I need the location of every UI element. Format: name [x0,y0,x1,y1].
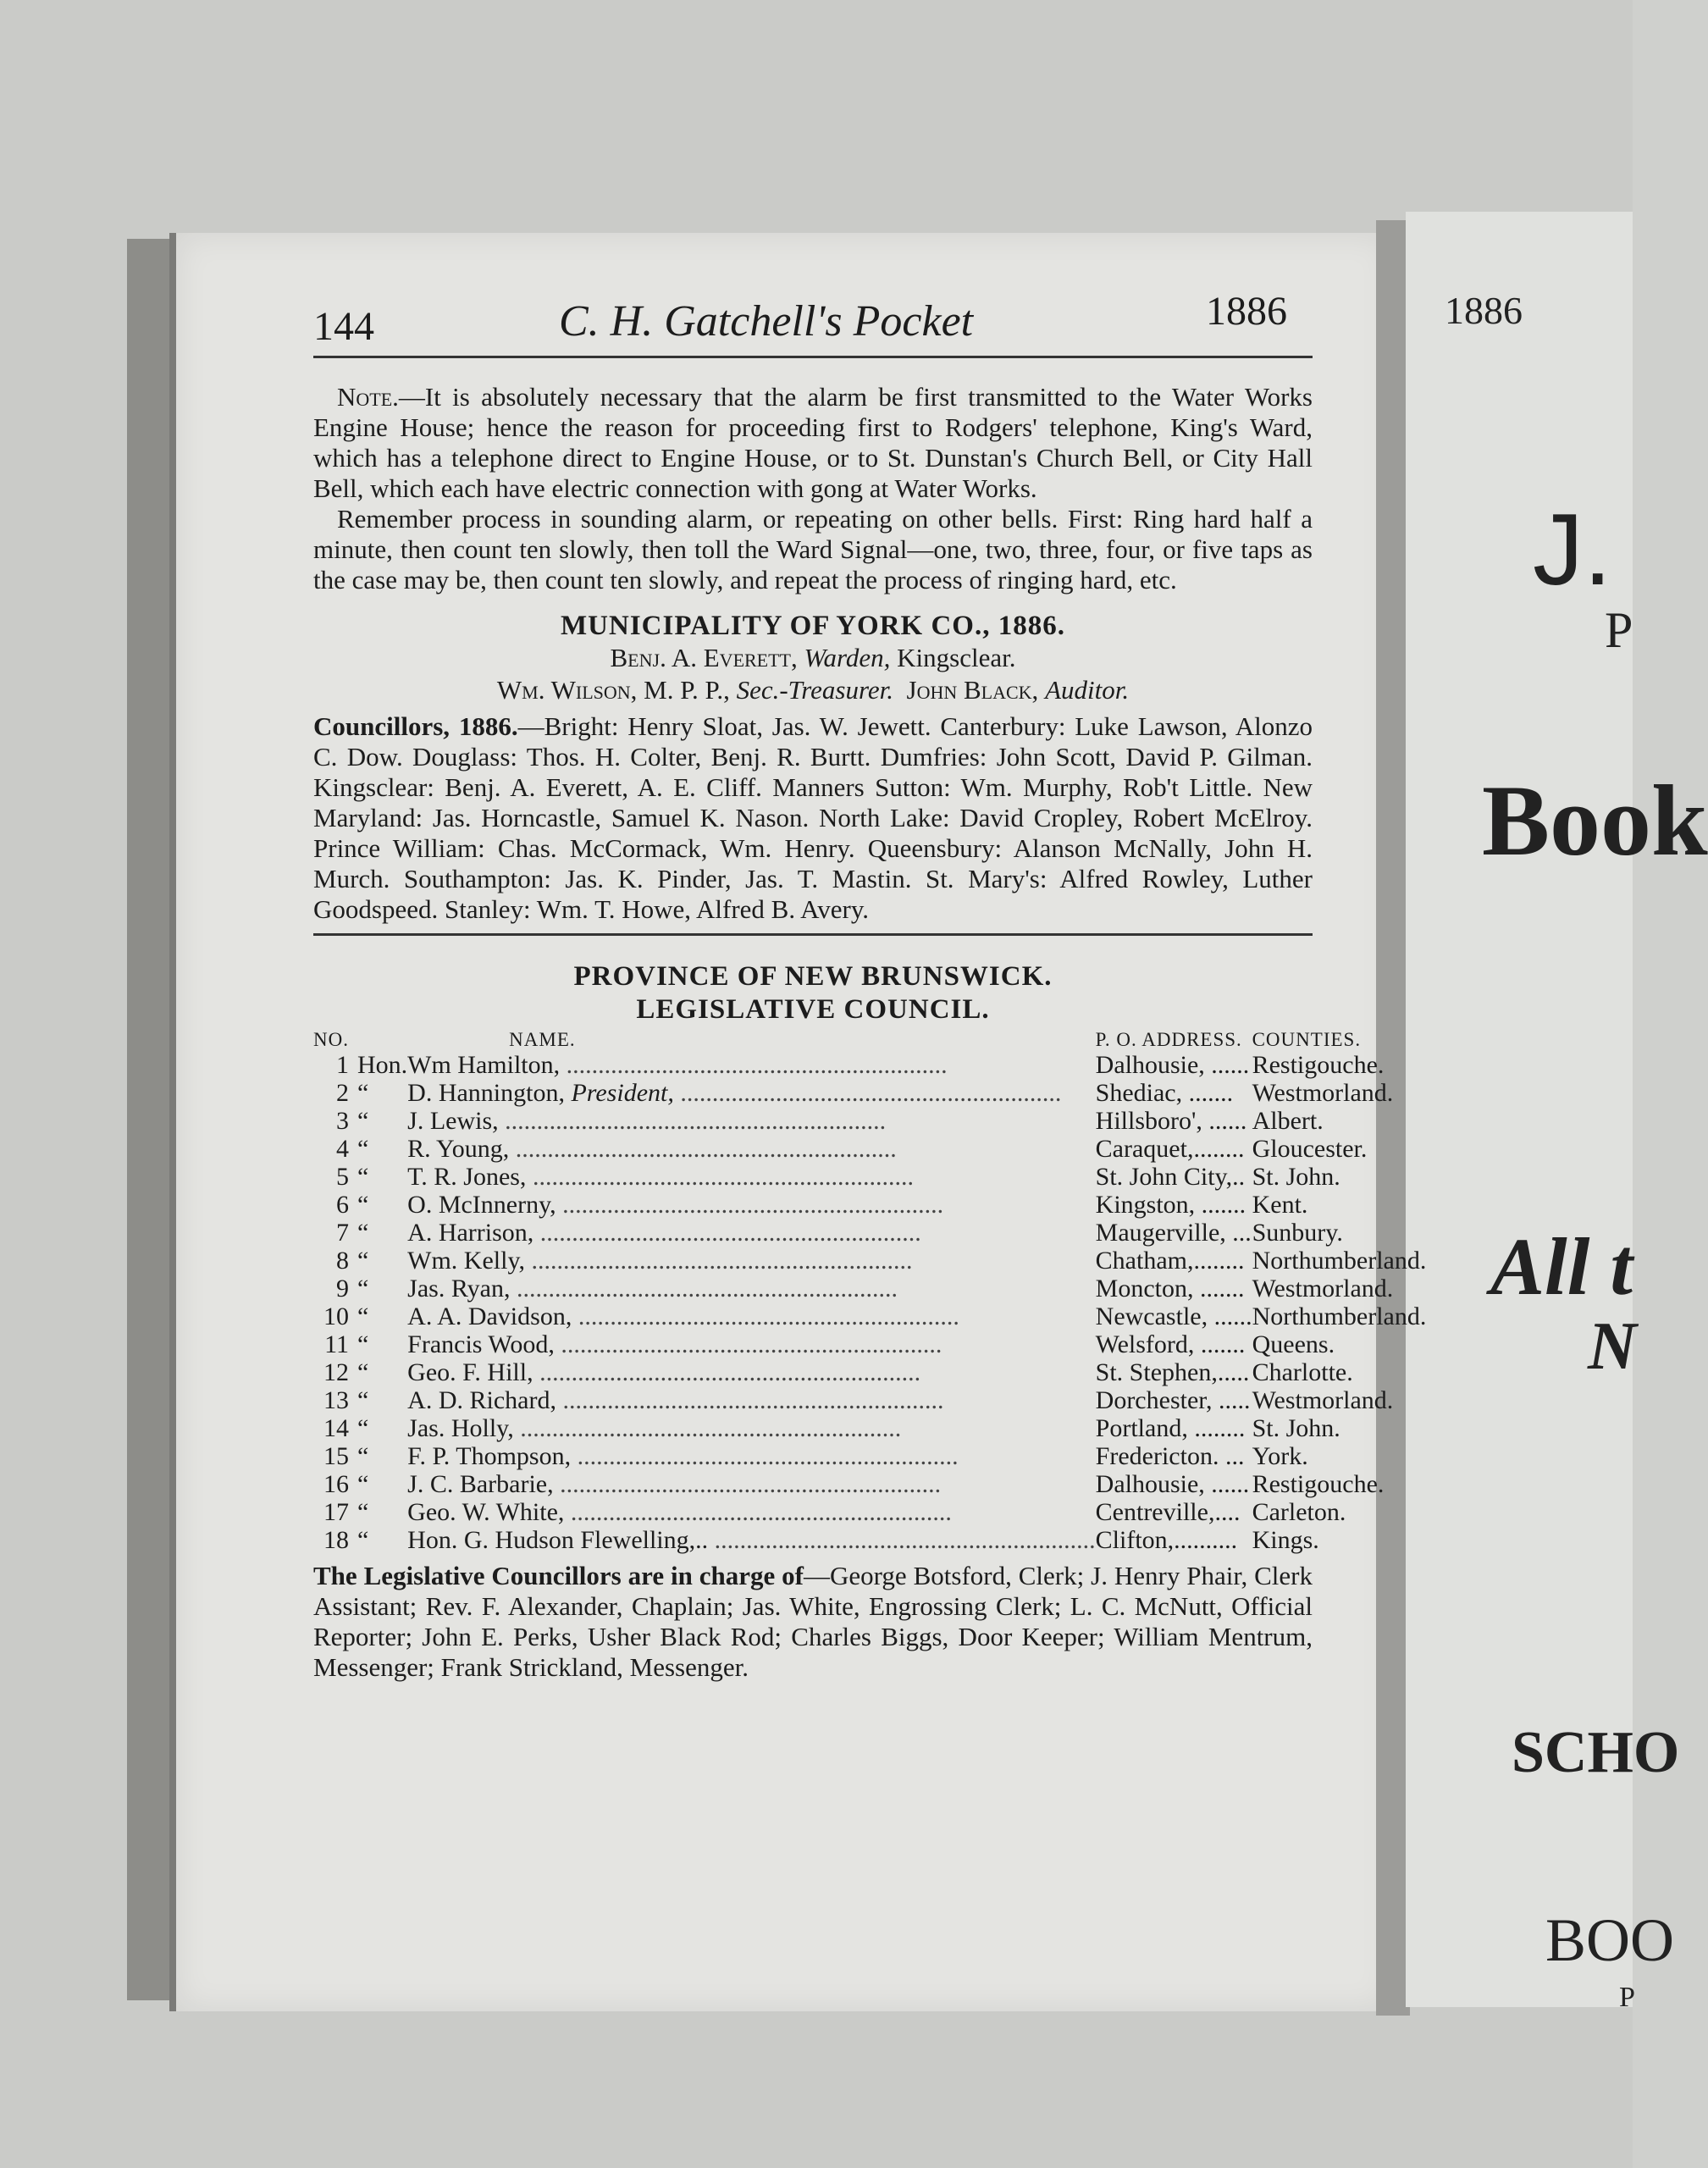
member-county: Albert. [1252,1107,1324,1135]
member-name-text: Geo. W. White, [407,1498,565,1526]
member-name [407,1526,1096,1554]
member-prefix: “ [357,1163,369,1191]
member-name-text: D. Hannington, [407,1079,565,1107]
leader-dots: ............................................................ [513,1414,902,1442]
member-prefix: “ [357,1358,369,1386]
member-name-text: T. R. Jones, [407,1163,527,1191]
member-name-text: A. Harrison, [407,1219,534,1247]
member-prefix: “ [357,1526,369,1554]
leader-dots: ............................................................ [510,1275,898,1302]
member-name [407,1191,1096,1219]
col-header-county: COUNTIES. [1252,1029,1362,1050]
member-address: Centreville,.... [1095,1498,1241,1526]
page-content [313,279,1427,1683]
member-prefix: “ [357,1386,369,1414]
leader-dots: ............................................................ [533,1219,921,1247]
leader-dots: ............................................................ [673,1079,1062,1107]
member-county: St. John. [1252,1414,1340,1442]
right-page-fragment: All t [1490,1221,1633,1312]
member-name [407,1219,1096,1247]
member-prefix: “ [357,1330,369,1358]
table-row [313,1442,1426,1470]
councillors-label: Councillors, 1886. [313,711,518,741]
member-name [407,1414,1096,1442]
officers-text: —George Botsford, Clerk; J. Henry Phair, Clerk Assistant; Rev. F. Alexander, Chaplain; Jas. White, Engrossing Clerk; L. C. McNutt, Official Reporter; John E. Perks, Usher Black Rod; Charles Biggs, Door Keeper; William Mentrum, Messenger; Frank Strickland, Messenger. [313,1561,1313,1682]
member-name [407,1330,1096,1358]
member-name-text: A. A. Davidson, [407,1302,572,1330]
member-address: Maugerville, ... [1095,1219,1252,1247]
member-number: 4 [335,1135,349,1163]
member-name [407,1079,1096,1107]
table-row [313,1302,1426,1330]
member-county: Gloucester. [1252,1135,1368,1163]
member-county: Queens. [1252,1330,1335,1358]
leader-dots: ............................................................ [560,1051,948,1079]
leader-dots: ............................................................ [525,1247,913,1275]
note-text-2: Remember process in sounding alarm, or repeating on other bells. First: Ring hard half a minute, then count ten slowly, then toll the Ward Signal—one, two, three, four, or five taps as the case may be, then count ten slowly, and repeat the process of ringing hard, etc. [313,504,1313,595]
member-county: Westmorland. [1252,1275,1394,1302]
member-prefix: “ [357,1079,369,1107]
member-number: 17 [323,1498,349,1526]
member-county: York. [1252,1442,1308,1470]
member-prefix: “ [357,1191,369,1219]
right-page-fragment: P [1605,602,1633,658]
member-name [407,1358,1096,1386]
leader-dots: ............................................................ [554,1330,942,1358]
leader-dots: ............................................................ [556,1191,944,1219]
table-row [313,1163,1426,1191]
municipality-title: MUNICIPALITY OF YORK CO., 1886. [561,611,1065,641]
member-county: Carleton. [1252,1498,1346,1526]
member-name-text: A. D. Richard, [407,1386,556,1414]
member-address: Hillsboro', ...... [1095,1107,1247,1135]
member-county: Restigouche. [1252,1470,1385,1498]
member-prefix: “ [357,1470,369,1498]
member-number: 5 [335,1163,349,1191]
legislative-council-table [313,1029,1426,1554]
leader-dots: ............................................................ [509,1135,897,1163]
member-name-text: Hon. G. Hudson Flewelling,.. [407,1526,709,1554]
member-number: 7 [335,1219,349,1247]
province-title: PROVINCE OF NEW BRUNSWICK. [573,961,1053,992]
member-name [407,1498,1096,1526]
member-name [407,1107,1096,1135]
member-prefix: “ [357,1414,369,1442]
member-prefix: “ [357,1219,369,1247]
table-row [313,1135,1426,1163]
running-title: C. H. Gatchell's Pocket [559,297,974,346]
member-county: Westmorland. [1252,1386,1394,1414]
member-county: Kings. [1252,1526,1319,1554]
member-address: Caraquet,........ [1095,1135,1245,1163]
right-page-fragment: Book [1482,764,1708,877]
member-prefix: “ [357,1275,369,1302]
council-title: LEGISLATIVE COUNCIL. [636,994,990,1025]
right-page-fragment: BOO [1545,1906,1675,1974]
table-header-row [313,1029,1426,1051]
table-row [313,1107,1426,1135]
col-header-address: P. O. ADDRESS. [1095,1029,1242,1050]
warden-name: Benj. A. Everett, [610,643,798,672]
member-prefix: “ [357,1442,369,1470]
member-role: President, [571,1079,674,1107]
leader-dots: ............................................................ [553,1470,942,1498]
member-prefix: Hon. [357,1051,408,1079]
member-address: Shediac, ....... [1095,1079,1234,1107]
member-address: Chatham,........ [1095,1247,1245,1275]
col-header-name: NAME. [509,1029,576,1050]
member-prefix: “ [357,1135,369,1163]
right-page-fragment: P [1619,1982,1635,2013]
member-number: 11 [324,1330,349,1358]
member-name-text: Jas. Ryan, [407,1275,511,1302]
member-county: Sunbury. [1252,1219,1343,1247]
member-prefix: “ [357,1247,369,1275]
leader-dots: ............................................................ [571,1442,959,1470]
member-number: 9 [335,1275,349,1302]
member-address: Welsford, ....... [1095,1330,1246,1358]
note-label: Note. [337,382,399,412]
member-address: St. John City,.. [1095,1163,1246,1191]
warden-role: Warden, [804,643,891,672]
member-number: 15 [323,1442,349,1470]
member-address: Dorchester, ..... [1095,1386,1251,1414]
leader-dots: ............................................................ [526,1163,914,1191]
member-number: 10 [323,1302,349,1330]
member-name-text: F. P. Thompson, [407,1442,572,1470]
leader-dots: ............................................................ [498,1107,887,1135]
table-row [313,1051,1426,1079]
member-name-text: Wm Hamilton, [407,1051,561,1079]
table-row [313,1079,1426,1107]
table-row [313,1526,1426,1554]
member-county: Northumberland. [1252,1302,1427,1330]
table-row [313,1386,1426,1414]
member-county: Charlotte. [1252,1358,1353,1386]
member-prefix: “ [357,1107,369,1135]
member-number: 3 [335,1107,349,1135]
right-page-fragment: SCHO [1512,1720,1680,1785]
member-number: 13 [323,1386,349,1414]
member-county: Northumberland. [1252,1247,1427,1275]
table-row [313,1191,1426,1219]
member-number: 6 [335,1191,349,1219]
officers-line [313,674,1313,706]
right-page-year: 1886 [1445,289,1523,332]
member-prefix: “ [357,1302,369,1330]
table-row [313,1247,1426,1275]
member-name [407,1275,1096,1302]
member-name-text: J. C. Barbarie, [407,1470,554,1498]
right-page-fragment: J. [1533,493,1612,606]
member-address: Clifton,.......... [1095,1526,1238,1554]
col-header-no: NO. [313,1029,349,1050]
councillors-text: —Bright: Henry Sloat, Jas. W. Jewett. Canterbury: Luke Lawson, Alonzo C. Dow. Douglass: Thos. H. Colter, Benj. R. Burtt. Dumfries: John Scott, David P. Gilman. Kingsclear: Benj. A. Everett, A. E. Cliff. Manners Sutton: Wm. Murphy, Rob't Little. New Maryland: Jas. Horncastle, Samuel K. Nason. North Lake: David Cropley, Robert McElroy. Prince William: Chas. McCormack, Wm. Henry. Queensbury: Alanson McNally, John H. Murch. Southampton: Jas. K. Pinder, Jas. T. Mastin. St. Mary's: Alfred Rowley, Luther Goodspeed. Stanley: Wm. T. Howe, Alfred B. Avery. [313,711,1313,924]
member-address: Portland, ........ [1095,1414,1246,1442]
member-number: 8 [335,1247,349,1275]
member-name-text: O. McInnerny, [407,1191,556,1219]
member-number: 18 [323,1526,349,1554]
member-address: Dalhousie, ...... [1095,1051,1250,1079]
member-number: 1 [335,1051,349,1079]
leader-dots: ............................................................ [556,1386,944,1414]
member-name [407,1302,1096,1330]
member-number: 16 [323,1470,349,1498]
member-address: St. Stephen,..... [1095,1358,1250,1386]
council-officers-paragraph [313,1561,1313,1683]
table-row [313,1330,1426,1358]
page-header [313,279,1313,358]
leader-dots: ............................................................ [708,1526,1096,1554]
member-name [407,1442,1096,1470]
right-page [1406,212,1708,2013]
member-name [407,1247,1096,1275]
member-name [407,1051,1096,1079]
member-name-text: Wm. Kelly, [407,1247,526,1275]
member-name-text: J. Lewis, [407,1107,499,1135]
auditor-name: John Black, [906,675,1039,705]
table-row [313,1498,1426,1526]
member-name-text: R. Young, [407,1135,510,1163]
leader-dots: ............................................................ [564,1498,952,1526]
member-name-text: Jas. Holly, [407,1414,514,1442]
member-address: Dalhousie, ...... [1095,1470,1250,1498]
leader-dots: ............................................................ [572,1302,959,1330]
member-address: Moncton, ....... [1095,1275,1245,1302]
councillors-paragraph [313,711,1313,925]
leader-dots: ............................................................ [533,1358,921,1386]
table-row [313,1275,1426,1302]
member-address: Newcastle, ...... [1095,1302,1252,1330]
member-county: Westmorland. [1252,1079,1394,1107]
header-year: 1886 [1206,289,1287,334]
member-number: 14 [323,1414,349,1442]
secretary-name: Wm. Wilson, M. P. P., [496,675,730,705]
member-county: Kent. [1252,1191,1308,1219]
page-number: 144 [313,304,374,349]
member-name [407,1470,1096,1498]
member-county: Restigouche. [1252,1051,1385,1079]
officers-label: The Legislative Councillors are in charge of [313,1561,804,1590]
member-name [407,1386,1096,1414]
member-name [407,1163,1096,1191]
table-row [313,1219,1426,1247]
member-address: Fredericton. ... [1095,1442,1245,1470]
table-row [313,1358,1426,1386]
warden-line [313,642,1313,674]
col-header-spacer [357,1029,407,1051]
table-row [313,1470,1426,1498]
member-address: Kingston, ....... [1095,1191,1246,1219]
member-name-text: Francis Wood, [407,1330,555,1358]
alarm-note [313,382,1313,595]
member-number: 2 [335,1079,349,1107]
note-text: —It is absolutely necessary that the alarm be first transmitted to the Water Works Engine House; hence the reason for proceeding first to Rodgers' telephone, King's Ward, which has a telephone direct to Engine House, or to St. Dunstan's Church Bell, or City Hall Bell, which each have electric connection with gong at Water Works. [313,382,1313,503]
member-number: 12 [323,1358,349,1386]
table-row [313,1414,1426,1442]
member-county: St. John. [1252,1163,1340,1191]
section-divider [313,933,1313,936]
auditor-role: Auditor. [1045,675,1130,705]
member-name-text: Geo. F. Hill, [407,1358,533,1386]
right-page-fragment: N [1588,1309,1637,1384]
secretary-role: Sec.-Treasurer. [736,675,894,705]
member-prefix: “ [357,1498,369,1526]
member-name [407,1135,1096,1163]
warden-place: Kingsclear. [897,643,1016,672]
